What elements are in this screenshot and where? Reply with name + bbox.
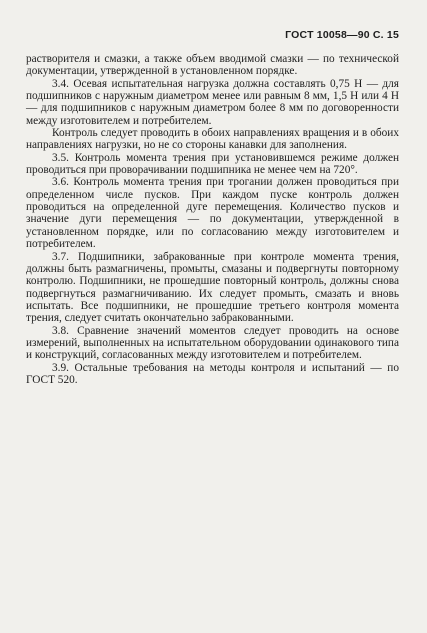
paragraph-3-4: 3.4. Осевая испытательная нагрузка должна составлять 0,75 Н — для подшипников с наружным диаметром менее или равным 8 мм, 1,5 Н или 4 Н — для подшипников с наружным диаметром более 8 мм по договоренности между изготовителем и потребителем.	[26, 77, 399, 127]
paragraph-3-9: 3.9. Остальные требования на методы контроля и испытаний — по ГОСТ 520.	[26, 361, 399, 386]
paragraph-3-4-control: Контроль следует проводить в обоих направлениях вращения и в обоих направлениях нагрузки, но не со стороны канавки для заполнения.	[26, 127, 399, 152]
paragraph-solvent-lubricant: растворителя и смазки, а также объем вводимой смазки — по технической документации, утвержденной в установленном порядке.	[26, 53, 399, 78]
page-header: ГОСТ 10058—90 С. 15	[285, 29, 399, 41]
paragraph-3-8: 3.8. Сравнение значений моментов следует проводить на основе измерений, выполненных на испытательном оборудовании одинакового типа и конструкций, согласованных между изготовителем и потребителем.	[26, 324, 399, 362]
paragraph-3-6: 3.6. Контроль момента трения при трогании должен проводиться при определенном числе пусков. При каждом пуске контроль должен проводиться на определенной дуге перемещения. Количество пусков и значение дуги перемещения — по документации, утвержденной в установленном порядке, или по согласованию между изготовителем и потребителем.	[26, 176, 399, 251]
paragraph-3-7: 3.7. Подшипники, забракованные при контроле момента трения, должны быть размагничены, промыты, смазаны и подвергнуты повторному контролю. Подшипники, не прошедшие повторный контроль, должны снова подвергнуться размагничиванию. Их следует промыть, смазать и вновь испытать. Все подшипники, не прошедшие третьего контроля момента трения, следует считать окончательно забракованными.	[26, 250, 399, 325]
paragraph-3-5: 3.5. Контроль момента трения при установившемся режиме должен проводиться при проворачивании подшипника не менее чем на 720°.	[26, 151, 399, 177]
document-body	[26, 53, 399, 386]
